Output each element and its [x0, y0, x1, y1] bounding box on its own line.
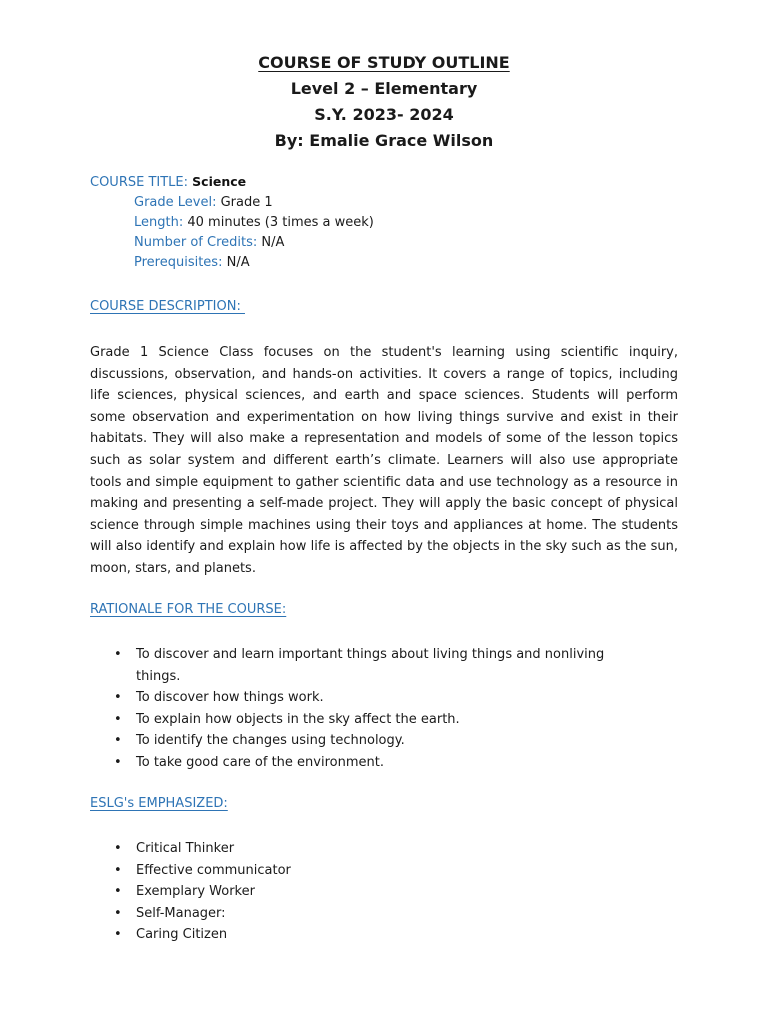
course-meta [90, 172, 374, 273]
list-item: • Caring Citizen [90, 924, 650, 946]
level-heading: Level 2 – Elementary [290, 79, 478, 98]
author-heading: By: Emalie Grace Wilson [274, 131, 494, 150]
list-item: • Critical Thinker [90, 838, 650, 860]
credits-label: Number of Credits: [134, 235, 258, 250]
bullet-icon: • [114, 862, 122, 878]
course-description-text: Grade 1 Science Class focuses on the student's learning using scientific inquiry, discussions, observation, and hands-on activities. It covers a range of topics, including life sciences, physical sciences, and earth and space sciences. Students will perform some observation and experimentation on how living things survive and exist in their habitats. They will also make a representation and models of some of the lesson topics such as solar system and different earth’s climate. Learners will also use appropriate tools and simple equipment to gather scientific data and use technology as a resource in making and presenting a self-made project. They will apply the basic concept of physical science through simple machines using their toys and appliances at home. The students will also identify and explain how life is affected by the objects in the sky such as the sun, moon, stars, and planets. [90, 345, 678, 576]
length-label: Length: [134, 215, 184, 230]
bullet-icon: • [114, 884, 122, 900]
length-value: 40 minutes (3 times a week) [187, 215, 374, 230]
length-row [90, 213, 374, 233]
list-item: • To explain how objects in the sky affect the earth. [90, 709, 650, 731]
rationale-list [90, 644, 650, 774]
rationale-heading: RATIONALE FOR THE COURSE: [90, 602, 287, 617]
list-item: • To take good care of the environment. [90, 752, 650, 774]
list-item: • Exemplary Worker [90, 881, 650, 903]
grade-level-row [90, 193, 374, 213]
bullet-icon: • [114, 927, 122, 943]
eslg-heading: ESLG's EMPHASIZED: [90, 796, 228, 811]
list-item: • To discover and learn important things about living things and nonliving things. [90, 644, 650, 687]
bullet-icon: • [114, 711, 122, 727]
grade-level-label: Grade Level: [134, 195, 217, 210]
document-title: COURSE OF STUDY OUTLINE [258, 53, 510, 72]
eslg-list [90, 838, 650, 946]
course-description-heading: COURSE DESCRIPTION: [90, 299, 245, 314]
bullet-icon: • [114, 754, 122, 770]
school-year-heading: S.Y. 2023- 2024 [314, 105, 454, 124]
prerequisites-row [90, 253, 374, 273]
prerequisites-label: Prerequisites: [134, 255, 223, 270]
list-item: • To identify the changes using technology. [90, 730, 650, 752]
bullet-icon: • [114, 841, 122, 856]
bullet-icon: • [114, 733, 122, 749]
grade-level-value: Grade 1 [220, 195, 273, 210]
bullet-icon: • [114, 905, 122, 921]
list-item: • To discover how things work. [90, 687, 650, 709]
bullet-icon: • [114, 647, 122, 662]
course-title-label: COURSE TITLE: [90, 175, 189, 190]
credits-row [90, 233, 374, 253]
bullet-icon: • [114, 690, 122, 706]
document-header [0, 50, 768, 154]
list-item: • Effective communicator [90, 860, 650, 882]
credits-value: N/A [261, 235, 285, 250]
course-title-value: Science [192, 174, 247, 189]
prerequisites-value: N/A [226, 255, 250, 270]
course-title-row [90, 172, 374, 193]
list-item: • Self-Manager: [90, 903, 650, 925]
